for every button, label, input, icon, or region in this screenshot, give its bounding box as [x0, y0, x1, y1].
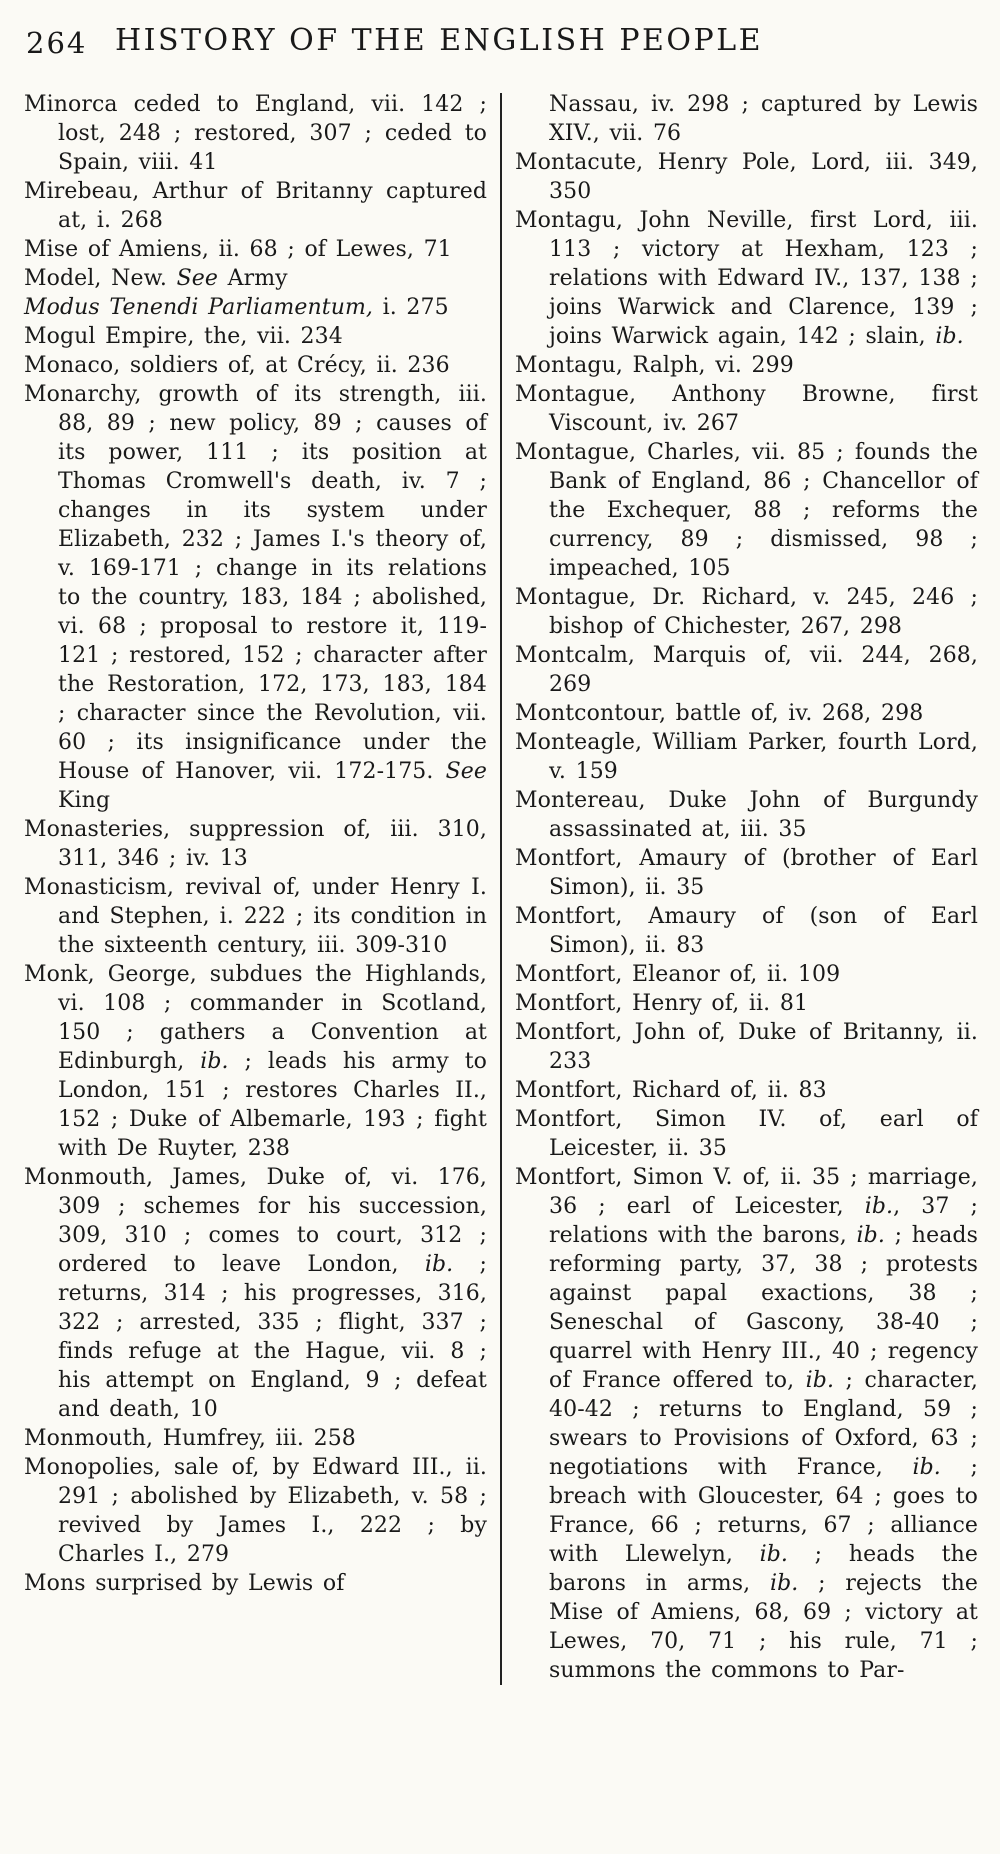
italic-text: See — [176, 266, 218, 291]
entry-text: Monmouth, Humfrey, iii. 258 — [24, 1426, 356, 1451]
entry-text: , 37 ; relations with the barons, — [549, 1194, 978, 1248]
entry-text: Montcontour, battle of, iv. 268, 298 — [515, 701, 924, 726]
index-entry — [515, 902, 978, 960]
index-entry — [515, 206, 978, 351]
entry-text: Monarchy, growth of its strength, iii. 88, 89 ; new policy, 89 ; causes of its power, 111 ; its position at Thomas Cromwell's death, iv. 7 ; changes in its system under Elizabeth, 232 ; James I.'s theory of, v. 169-171 ; change in its relations to the country, 183, 184 ; abolished, vi. 68 ; proposal to restore it, 119-121 ; restored, 152 ; character after the Restoration, 172, 173, 183, 184 ; character since the Revolution, vii. 60 ; its insignificance under the House of Hanover, vii. 172-175. — [24, 382, 487, 784]
entry-text: Monopolies, sale of, by Edward III., ii. 291 ; abolished by Elizabeth, v. 58 ; revived by James I., 222 ; by Charles I., 279 — [24, 1455, 487, 1567]
index-entry — [24, 380, 487, 815]
index-entry — [24, 873, 487, 960]
entry-text: Montfort, Henry of, ii. 81 — [515, 991, 809, 1016]
entry-text: ; rejects the Mise of Amiens, 68, 69 ; victory at Lewes, 70, 71 ; his rule, 71 ; summons the commons to Par- — [549, 1571, 978, 1683]
entry-text: ; leads his army to London, 151 ; restores Charles II., 152 ; Duke of Albemarle, 193 ; fight with De Ruyter, 238 — [58, 1049, 487, 1161]
entry-text: Montcalm, Marquis of, vii. 244, 268, 269 — [515, 643, 978, 697]
entry-text: Montfort, Simon V. of, ii. 35 ; marriage, 36 ; earl of Leicester, — [515, 1165, 978, 1219]
column-divider — [500, 93, 502, 1685]
index-entry — [515, 728, 978, 786]
page-number: 264 — [26, 26, 88, 60]
italic-text: ib. — [912, 1455, 941, 1480]
entry-text: Montfort, Richard of, ii. 83 — [515, 1078, 827, 1103]
entry-text: Mise of Amiens, ii. 68 ; of Lewes, 71 — [24, 237, 452, 262]
entry-text: ; returns, 314 ; his progresses, 316, 322 ; arrested, 335 ; flight, 337 ; finds refuge at the Hague, vii. 8 ; his attempt on England, 9 ; defeat and death, 10 — [58, 1252, 487, 1422]
entry-text: Montague, Charles, vii. 85 ; founds the Bank of England, 86 ; Chancellor of the Exchequer, 88 ; reforms the currency, 89 ; dismissed, 98 ; impeached, 105 — [515, 440, 978, 581]
index-entry — [515, 351, 978, 380]
index-column-right — [515, 90, 978, 1685]
entry-text: Mirebeau, Arthur of Britanny captured at, i. 268 — [24, 179, 487, 233]
entry-text: Montfort, Eleanor of, ii. 109 — [515, 962, 841, 987]
index-entry — [24, 1453, 487, 1569]
index-entry — [24, 90, 487, 177]
index-entry — [24, 1424, 487, 1453]
index-entry — [24, 1569, 487, 1598]
entry-text: ; breach with Gloucester, 64 ; goes to France, 66 ; returns, 67 ; alliance with Llewelyn, — [549, 1455, 978, 1567]
italic-text: ib. — [856, 1223, 885, 1248]
entry-text: Monasteries, suppression of, iii. 310, 311, 346 ; iv. 13 — [24, 817, 487, 871]
entry-text: Montague, Dr. Richard, v. 245, 246 ; bishop of Chichester, 267, 298 — [515, 585, 978, 639]
italic-text: ib. — [864, 1194, 894, 1219]
entry-text: ; character, 40-42 ; returns to England, 59 ; swears to Provisions of Oxford, 63 ; negotiations with France, — [549, 1368, 979, 1480]
entry-text: Monk, George, subdues the Highlands, vi. 108 ; commander in Scotland, 150 ; gathers a Convention at Edinburgh, — [24, 962, 487, 1074]
entry-text: Army — [218, 266, 288, 291]
entry-text: Monteagle, William Parker, fourth Lord, v. 159 — [515, 730, 978, 784]
index-entry — [515, 148, 978, 206]
entry-text: i. 275 — [373, 295, 449, 320]
index-entry — [515, 786, 978, 844]
italic-text: ib. — [805, 1368, 835, 1393]
index-entry — [515, 438, 978, 583]
index-column-left — [24, 90, 487, 1685]
italic-text: Modus Tenendi Parliamentum, — [24, 295, 374, 320]
index-entry — [515, 1076, 978, 1105]
entry-text: Mogul Empire, the, vii. 234 — [24, 324, 343, 349]
index-entry — [515, 380, 978, 438]
entry-text: Minorca ceded to England, vii. 142 ; lost, 248 ; restored, 307 ; ceded to Spain, viii. 41 — [24, 92, 487, 175]
index-entry — [24, 177, 487, 235]
index-entry-continuation — [515, 90, 978, 148]
entry-text: Montfort, Amaury of (son of Earl Simon), ii. 83 — [515, 904, 978, 958]
entry-text: Monasticism, revival of, under Henry I. and Stephen, i. 222 ; its condition in the sixteenth century, iii. 309-310 — [24, 875, 487, 958]
italic-text: See — [445, 759, 487, 784]
entry-text: Montfort, John of, Duke of Britanny, ii. 233 — [515, 1020, 978, 1074]
index-entry — [24, 1163, 487, 1424]
index-columns — [24, 90, 978, 1685]
index-entry — [515, 960, 978, 989]
index-entry — [24, 815, 487, 873]
entry-text: Monmouth, James, Duke of, vi. 176, 309 ; schemes for his succession, 309, 310 ; comes to court, 312 ; ordered to leave London, — [24, 1165, 487, 1277]
index-entry — [24, 235, 487, 264]
index-entry — [24, 960, 487, 1163]
entry-text: Montfort, Amaury of (brother of Earl Simon), ii. 35 — [515, 846, 978, 900]
italic-text: ib. — [200, 1049, 229, 1074]
index-entry — [515, 1018, 978, 1076]
italic-text: ib. — [759, 1542, 789, 1567]
entry-text: Montacute, Henry Pole, Lord, iii. 349, 350 — [515, 150, 978, 204]
index-entry — [515, 989, 978, 1018]
page-title: HISTORY OF THE ENGLISH PEOPLE — [114, 23, 764, 58]
page-header — [24, 20, 978, 74]
index-entry — [515, 1105, 978, 1163]
entry-text: Mons surprised by Lewis of — [24, 1571, 345, 1596]
entry-text: Monaco, soldiers of, at Crécy, ii. 236 — [24, 353, 450, 378]
index-entry — [515, 844, 978, 902]
index-entry — [515, 1163, 978, 1685]
index-entry — [515, 699, 978, 728]
index-entry — [24, 264, 487, 293]
index-entry — [515, 641, 978, 699]
entry-text: Montfort, Simon IV. of, earl of Leicester, ii. 35 — [515, 1107, 978, 1161]
entry-text: ; heads the barons in arms, — [549, 1542, 978, 1596]
italic-text: ib. — [769, 1571, 799, 1596]
entry-text: Montereau, Duke John of Burgundy assassinated at, iii. 35 — [515, 788, 978, 842]
index-entry — [515, 583, 978, 641]
entry-text: King — [58, 788, 111, 813]
index-entry — [24, 322, 487, 351]
italic-text: ib. — [424, 1252, 454, 1277]
entry-text: Nassau, iv. 298 ; captured by Lewis XIV., vii. 76 — [549, 92, 978, 146]
entry-text: Model, New. — [24, 266, 177, 291]
italic-text: ib. — [935, 324, 964, 349]
entry-text: Montague, Anthony Browne, first Viscount, iv. 267 — [515, 382, 978, 436]
index-entry — [24, 351, 487, 380]
index-entry — [24, 293, 487, 322]
entry-text: Montagu, John Neville, first Lord, iii. 113 ; victory at Hexham, 123 ; relations with Edward IV., 137, 138 ; joins Warwick and Clarence, 139 ; joins Warwick again, 142 ; slain, — [515, 208, 978, 349]
entry-text: ; heads reforming party, 37, 38 ; protests against papal exactions, 38 ; Seneschal of Gascony, 38-40 ; quarrel with Henry III., 40 ; regency of France offered to, — [549, 1223, 978, 1393]
entry-text: Montagu, Ralph, vi. 299 — [515, 353, 794, 378]
